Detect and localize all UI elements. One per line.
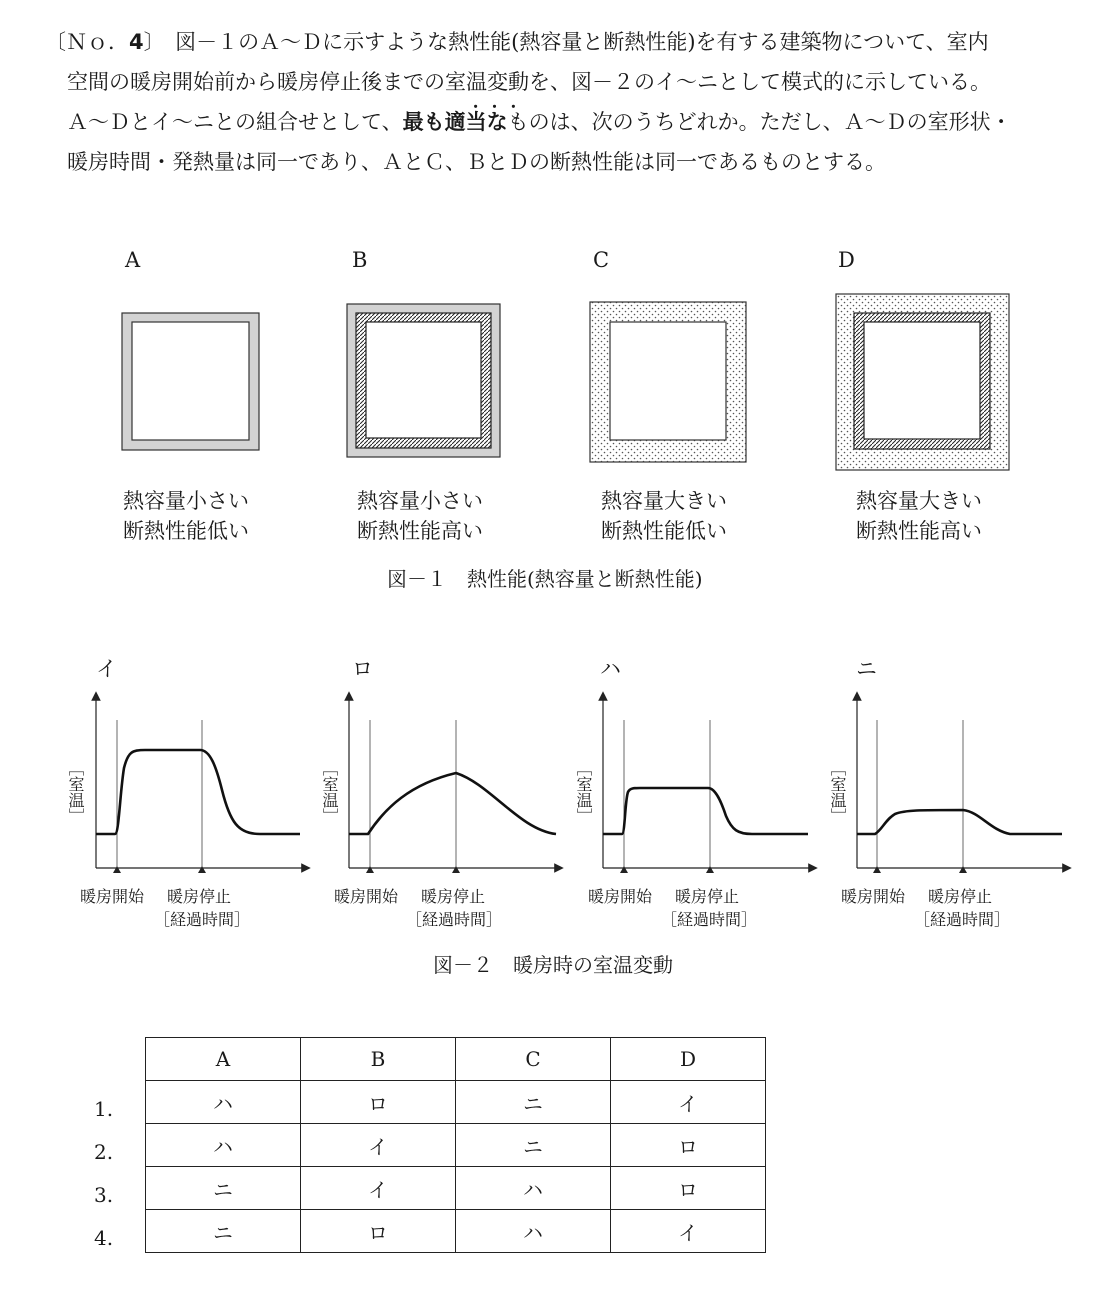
table-cell: ハ: [456, 1167, 611, 1210]
question-line-3-pre: Ａ～Ｄとイ～ニとの組合せとして、: [67, 110, 403, 134]
box-caption-a: [123, 486, 249, 546]
table-cell: ニ: [456, 1081, 611, 1124]
box-letter-d: D: [838, 248, 855, 272]
box-d-capacity-label: 熱容量大きい: [856, 489, 982, 513]
option-number-1: 1.: [94, 1097, 114, 1121]
xlabel-ni: ［経過時間］: [914, 910, 1011, 929]
graph-letter-ro: ロ: [352, 657, 373, 681]
option-number-2: 2.: [94, 1140, 114, 1164]
graph-i: [96, 696, 306, 873]
answer-table: [145, 1037, 766, 1253]
emphasis-text-b: ・ ・ ・ 適当な: [445, 110, 508, 134]
stop-label-ni: 暖房停止: [928, 887, 993, 906]
question-line-2: 空間の暖房開始前から暖房停止後までの室温変動を、図－２のイ～ニとして模式的に示している。: [67, 70, 991, 94]
header-c: C: [456, 1038, 611, 1081]
graph-letter-i: イ: [96, 657, 117, 681]
xlabel-i: ［経過時間］: [154, 910, 251, 929]
ylabel-ni: ［室温］: [828, 760, 847, 824]
box-caption-c: [601, 486, 727, 546]
graph-ha: [603, 696, 813, 873]
graph-ro: [349, 696, 559, 873]
question-line-1: [45, 22, 1085, 62]
graph-ni: [857, 696, 1067, 873]
table-cell: ハ: [456, 1210, 611, 1253]
header-d: D: [611, 1038, 766, 1081]
curve-ro: [349, 773, 556, 834]
figure1-boxes: [0, 280, 1115, 480]
header-b: B: [301, 1038, 456, 1081]
stop-label-ro: 暖房停止: [421, 887, 486, 906]
table-cell: ロ: [301, 1081, 456, 1124]
table-cell: ロ: [611, 1167, 766, 1210]
table-cell: ロ: [611, 1124, 766, 1167]
box-a-insulation-label: 断熱性能低い: [123, 519, 249, 543]
start-label-i: 暖房開始: [80, 887, 145, 906]
stop-label-ha: 暖房停止: [675, 887, 740, 906]
figure1-caption: 図－１ 熱性能(熱容量と断熱性能): [387, 567, 703, 591]
table-row: [146, 1210, 766, 1253]
box-d-large-capacity-high-insulation: [836, 294, 1009, 470]
start-label-ro: 暖房開始: [334, 887, 399, 906]
figure2-caption: 図－２ 暖房時の室温変動: [433, 953, 673, 977]
figure2-graphs: [0, 680, 1115, 880]
question-text: [45, 22, 1085, 182]
table-cell: ニ: [146, 1167, 301, 1210]
question-line-4: 暖房時間・発熱量は同一であり、ＡとＣ、ＢとＤの断熱性能は同一であるものとする。: [67, 150, 886, 174]
box-caption-d: [856, 486, 982, 546]
box-caption-b: [357, 486, 483, 546]
xlabel-ro: ［経過時間］: [406, 910, 503, 929]
table-row: [146, 1124, 766, 1167]
stop-label-i: 暖房停止: [167, 887, 232, 906]
ylabel-ha: ［室温］: [574, 760, 593, 824]
box-c-insulation-label: 断熱性能低い: [601, 519, 727, 543]
table-cell: ハ: [146, 1081, 301, 1124]
question-number-label: 〔Ｎｏ．: [45, 30, 129, 54]
box-c-capacity-label: 熱容量大きい: [601, 489, 727, 513]
box-b-small-capacity-high-insulation: [347, 304, 500, 457]
xlabel-ha: ［経過時間］: [661, 910, 758, 929]
question-line-3-post: ものは、次のうちどれか。ただし、Ａ～Ｄの室形状・: [507, 110, 1012, 134]
table-cell: イ: [301, 1167, 456, 1210]
table-row: [146, 1167, 766, 1210]
table-row: [146, 1081, 766, 1124]
box-letter-c: C: [593, 248, 610, 272]
question-line-3: [45, 102, 1085, 142]
curve-ni: [857, 810, 1062, 834]
curve-ha: [603, 788, 808, 834]
option-number-3: 3.: [94, 1183, 114, 1207]
box-a-small-capacity-low-insulation: [122, 313, 259, 450]
ylabel-i: ［室温］: [66, 760, 85, 824]
box-letter-a: A: [125, 248, 141, 272]
table-cell: イ: [611, 1210, 766, 1253]
box-a-capacity-label: 熱容量小さい: [123, 489, 249, 513]
graph-letter-ni: ニ: [856, 657, 877, 681]
question-number: 4: [129, 30, 144, 54]
answer-table-header: [146, 1038, 766, 1081]
box-b-capacity-label: 熱容量小さい: [357, 489, 483, 513]
question-number-close: 〕: [143, 30, 155, 54]
curve-i: [96, 750, 300, 834]
table-cell: ハ: [146, 1124, 301, 1167]
table-cell: ロ: [301, 1210, 456, 1253]
option-number-4: 4.: [94, 1226, 114, 1250]
box-b-insulation-label: 断熱性能高い: [357, 519, 483, 543]
table-cell: ニ: [146, 1210, 301, 1253]
start-label-ha: 暖房開始: [588, 887, 653, 906]
header-a: A: [146, 1038, 301, 1081]
box-c-large-capacity-low-insulation: [590, 302, 746, 462]
table-cell: ニ: [456, 1124, 611, 1167]
start-label-ni: 暖房開始: [841, 887, 906, 906]
table-cell: イ: [611, 1081, 766, 1124]
question-line-1-text: 図－１のＡ～Ｄに示すような熱性能(熱容量と断熱性能)を有する建築物について、室内: [175, 30, 989, 54]
table-cell: イ: [301, 1124, 456, 1167]
graph-letter-ha: ハ: [600, 657, 621, 681]
emphasis-text-a: 最も: [402, 110, 445, 134]
box-d-insulation-label: 断熱性能高い: [856, 519, 982, 543]
ylabel-ro: ［室温］: [320, 760, 339, 824]
box-letter-b: B: [352, 248, 368, 272]
